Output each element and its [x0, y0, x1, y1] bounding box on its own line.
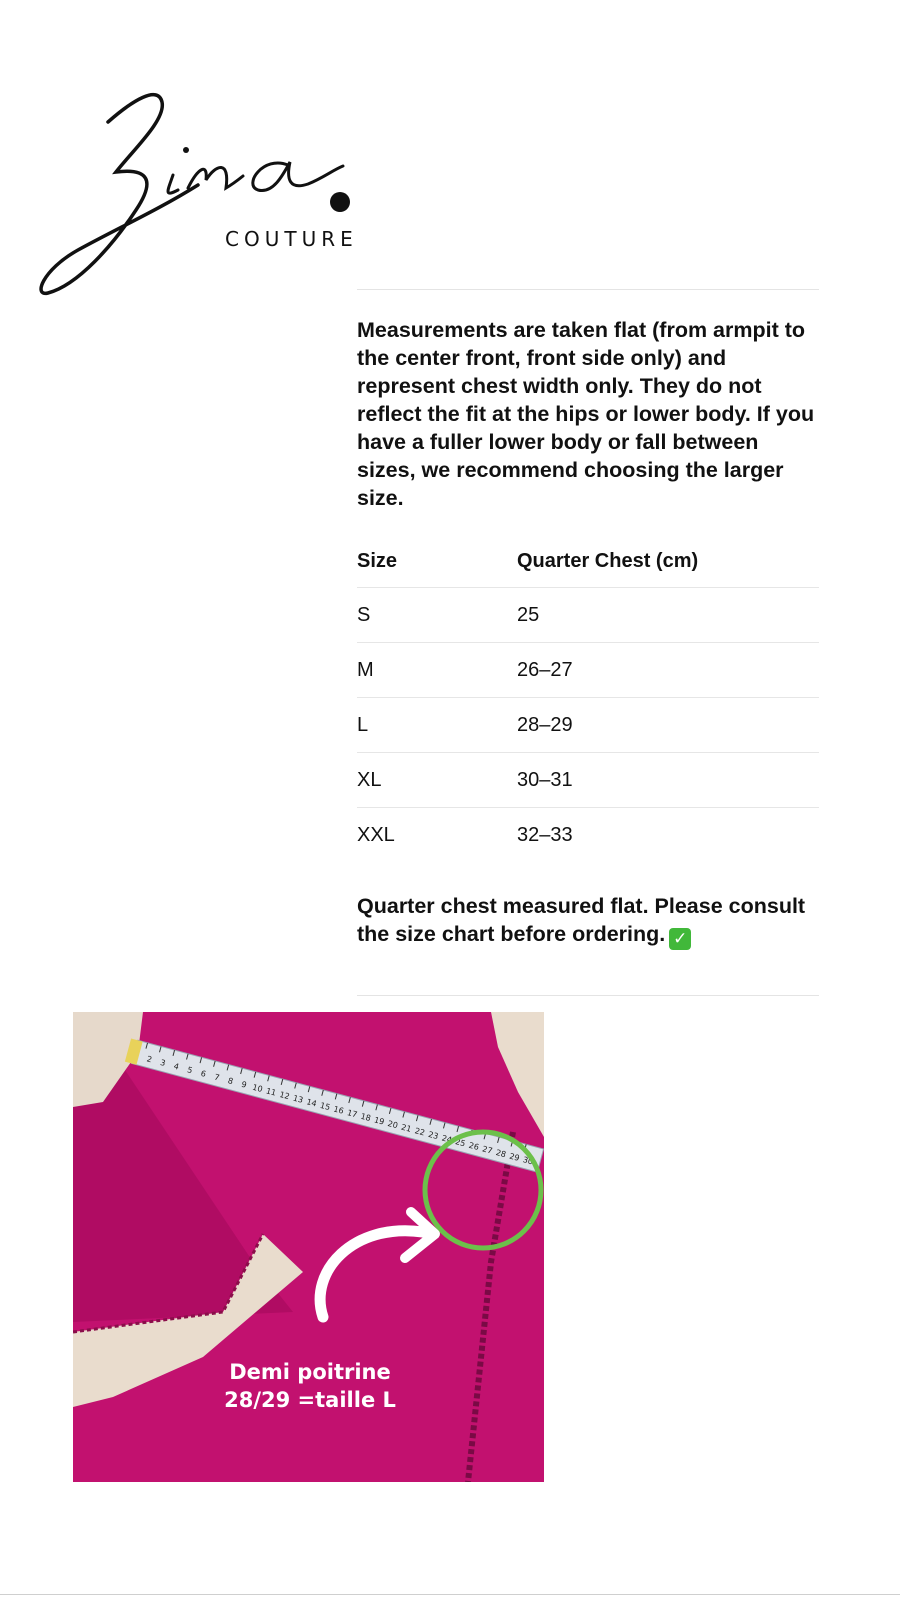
tape-number: 3: [159, 1058, 167, 1069]
tape-number: 12: [278, 1089, 291, 1102]
chest-cell: 25: [517, 603, 540, 626]
chest-cell: 30–31: [517, 768, 573, 791]
bottom-divider: [357, 995, 819, 996]
tape-number: 14: [305, 1097, 318, 1109]
chest-column-header: Quarter Chest (cm): [517, 549, 699, 572]
table-row: [357, 698, 819, 753]
tape-number: 22: [413, 1126, 426, 1138]
caption-line-1: Demi poitrine: [229, 1360, 391, 1384]
table-row: [357, 588, 819, 643]
note-text: Quarter chest measured flat. Please consult the size chart before ordering.: [357, 894, 806, 946]
tape-number: 18: [359, 1111, 372, 1124]
table-header-row: [357, 535, 819, 588]
tape-number: 10: [251, 1082, 264, 1095]
tape-number: 2: [145, 1054, 153, 1065]
tape-number: 8: [226, 1076, 235, 1087]
size-cell: S: [357, 603, 371, 626]
tape-number: 15: [319, 1100, 332, 1113]
top-divider: [357, 289, 819, 290]
tape-number: 21: [400, 1122, 413, 1134]
tape-number: 9: [240, 1079, 248, 1090]
tape-number: 23: [427, 1129, 440, 1142]
size-cell: L: [357, 713, 369, 736]
tape-number: 27: [481, 1144, 494, 1156]
tape-number: 13: [291, 1093, 305, 1105]
tape-number: 29: [508, 1151, 521, 1163]
measurement-intro-text: Measurements are taken flat (from armpit to the center front, front side only) and represent chest width only. They do not reflect the fit at the hips or lower body. If you have a fuller lower body or fall between sizes, we recommend choosing the larger size.: [357, 318, 815, 510]
logo-dot: [330, 192, 350, 212]
tape-number: 25: [454, 1137, 467, 1149]
photo-caption: [150, 1358, 470, 1414]
chest-cell: 28–29: [517, 713, 573, 736]
check-mark-icon: ✓: [669, 928, 691, 950]
tape-number: 28: [494, 1147, 507, 1160]
table-row: [357, 753, 819, 808]
tape-number: 7: [213, 1072, 221, 1083]
tape-number: 17: [346, 1108, 359, 1120]
tape-number: 5: [186, 1065, 194, 1076]
size-column-header: Size: [357, 549, 398, 572]
chest-cell: 26–27: [517, 658, 573, 681]
table-row: [357, 643, 819, 698]
tape-number: 16: [332, 1104, 345, 1116]
tape-number: 19: [373, 1115, 386, 1127]
tape-number: 11: [264, 1086, 278, 1098]
tape-number: 26: [467, 1140, 480, 1153]
size-cell: XL: [357, 768, 382, 791]
table-row: [357, 808, 819, 863]
size-cell: XXL: [357, 823, 395, 846]
zina-couture-logo: [38, 80, 378, 310]
brand-word: COUTURE: [225, 227, 358, 251]
tape-number: 30: [521, 1155, 535, 1167]
tape-number: 24: [440, 1133, 453, 1145]
tape-number: 20: [386, 1118, 399, 1131]
size-chart-note: [357, 892, 827, 950]
page-bottom-edge: [0, 1594, 900, 1595]
size-chart-table: [357, 535, 819, 862]
caption-line-2: 28/29 =taille L: [224, 1388, 396, 1412]
chest-cell: 32–33: [517, 823, 573, 846]
size-cell: M: [357, 658, 374, 681]
tape-number: 6: [199, 1068, 208, 1079]
zina-script-logo: [38, 80, 378, 310]
tape-number: 4: [172, 1061, 180, 1072]
